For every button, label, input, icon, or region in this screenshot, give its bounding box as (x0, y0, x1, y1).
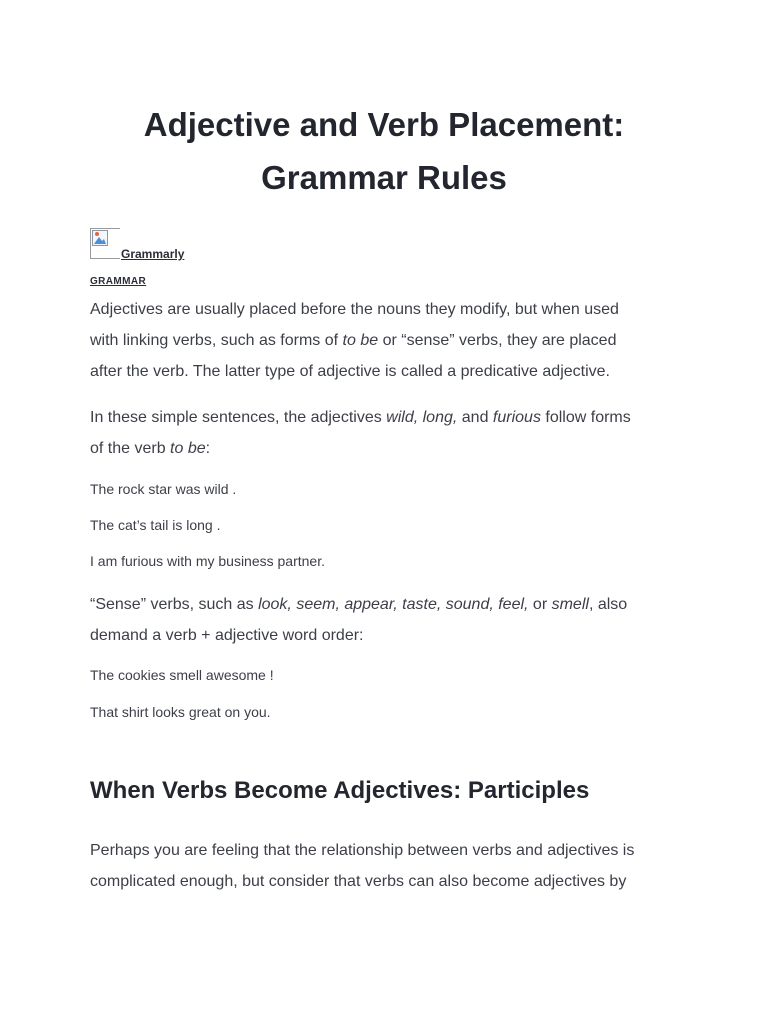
paragraph-intro (90, 294, 690, 387)
example-sentence: The rock star was wild . (90, 481, 237, 497)
author-link[interactable]: Grammarly (121, 247, 185, 261)
article-title (60, 98, 708, 204)
p2-text-e: follow forms (540, 409, 631, 426)
participles-line-1: Perhaps you are feeling that the relationship between verbs and adjectives is (90, 842, 635, 859)
p2-text-h: : (205, 440, 211, 457)
participles-line-2: complicated enough, but consider that verbs can also become adjectives by (90, 873, 627, 890)
p2-text-g: to be (170, 440, 206, 457)
intro-line-3: after the verb. The latter type of adjective is called a predicative adjective. (90, 363, 610, 380)
p2-text-b: wild, long, (386, 409, 458, 426)
example-sentence: That shirt looks great on you. (90, 704, 271, 720)
broken-image-icon (90, 228, 120, 259)
title-line-2: Grammar Rules (261, 159, 507, 196)
intro-line-2a: with linking verbs, such as forms of (90, 332, 343, 349)
p3-text-b: look, seem, appear, taste, sound, feel, (258, 596, 529, 613)
p3-text-f: demand a verb + adjective word order: (90, 627, 364, 644)
category-link[interactable]: GRAMMAR (90, 276, 147, 287)
p2-text-c: and (457, 409, 493, 426)
intro-line-2b: to be (342, 332, 379, 349)
p2-text-a: In these simple sentences, the adjectives (90, 409, 387, 426)
example-sentence: The cat’s tail is long . (90, 517, 221, 533)
p2-text-f: of the verb (90, 440, 171, 457)
intro-line-2c: or “sense” verbs, they are placed (378, 332, 617, 349)
p2-text-d: furious (492, 409, 541, 426)
title-line-1: Adjective and Verb Placement: (143, 106, 625, 143)
author-byline (90, 228, 290, 262)
example-sentence: I am furious with my business partner. (90, 553, 325, 569)
paragraph-examples-intro (90, 402, 690, 464)
p3-text-c: or (528, 596, 552, 613)
example-sentence: The cookies smell awesome ! (90, 667, 274, 683)
p3-text-d: smell (551, 596, 589, 613)
section-heading: When Verbs Become Adjectives: Participles (90, 777, 590, 804)
paragraph-sense-verbs (90, 589, 690, 651)
p3-text-e: , also (588, 596, 628, 613)
intro-line-1: Adjectives are usually placed before the nouns they modify, but when used (90, 301, 619, 318)
paragraph-participles (90, 835, 690, 897)
p3-text-a: “Sense” verbs, such as (90, 596, 259, 613)
